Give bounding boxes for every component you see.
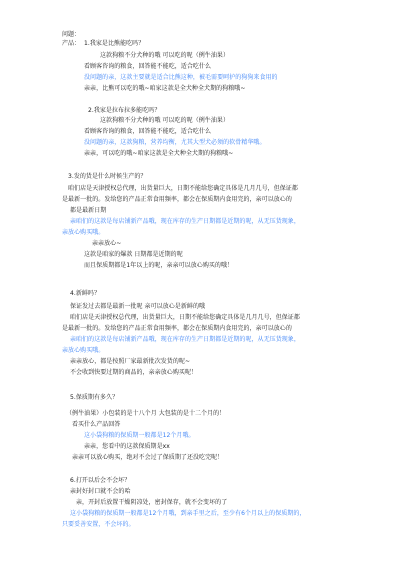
answer-line: 亲亲放心，都是按照厂家最新批次发货的呢~ <box>70 358 191 365</box>
answer-line: 都是最新日期 <box>70 207 107 214</box>
answer-line: 咱们店是天津授权总代理，出货量巨大，日期不能给您确定具体是几月几号，但保证都 <box>68 185 298 192</box>
answer-line-blue: 没问题的亲，这款狗粮，营养均衡，尤其大型犬必须的软骨精华哦。 <box>84 139 266 146</box>
answer-line: 是最新一批的。发给您的产品正常食用频率，都会在保质期内食用完的，亲可以放心的 <box>62 325 292 332</box>
question-6: 6.打开以后会不会坏？ <box>70 477 131 484</box>
answer-line-blue: 亲放心购买哦。 <box>62 347 105 354</box>
answer-line-blue: 这小袋狗粮的保质期一般都是12个月哦，到亲手里之后，至少有6个月以上的保质期的， <box>70 510 306 517</box>
answer-line: 亲封好封口就不会的哈 <box>70 488 131 495</box>
answer-line: （例牛油果）小包装的是十八个月 大包装的是十二个月的！ <box>66 410 226 417</box>
answer-line: 看买什么产品回答 <box>72 421 121 428</box>
answer-line: 保证发过去都是最新一批呢 亲可以放心是新鲜的哦 <box>70 303 206 310</box>
header-label: 问题： <box>62 31 81 38</box>
question-5: 5.保质期有多久？ <box>70 394 119 401</box>
question-2: 2.我家是拉布拉多能吃吗？ <box>88 107 161 114</box>
product-prefix: 产品： <box>62 40 81 47</box>
answer-line: 亲亲，比熊可以吃的哦~咱家这款是全犬种全犬期的狗粮哦~ <box>84 85 246 92</box>
answer-line: 这款狗粮不分犬种的哦 可以吃的呢（例牛油果） <box>100 117 230 124</box>
question-1: 1.我家是比熊能吃吗？ <box>84 40 145 47</box>
answer-line: 咱们店是天津授权总代理，出货量巨大，日期不能给您确定具体是几月几号，但保证都 <box>70 314 300 321</box>
question-3: 3.发的货是什么时候生产的？ <box>68 173 147 180</box>
answer-line: 亲亲，可以吃的哦~咱家这款是全犬种全犬期的狗粮哦~ <box>84 150 234 157</box>
answer-line: 看顾客咨询的粮食，回答能不能吃，适合吃什么 <box>84 128 212 135</box>
answer-line: 是最新一批的。发给您的产品正常食用频率，都会在保质期内食用完的，亲可以放心的 <box>62 196 292 203</box>
answer-line: 这款是咱家的爆款 日期都是近期的呢 <box>84 251 183 258</box>
answer-line: 看顾客咨询的粮食，回答能不能吃，适合吃什么 <box>84 63 212 70</box>
answer-line: 这款狗粮不分犬种的哦 可以吃的呢（例牛油果） <box>100 52 230 59</box>
answer-line-blue: 亲放心购买哦。 <box>62 229 105 236</box>
answer-line: 而且保质期都是1年以上的呢，亲亲可以放心购买的哦！ <box>84 262 234 269</box>
answer-line-blue: 亲咱们的这款是每店铺新产品哦，现在库存的生产日期都是近期的呢，从无压货现象， <box>70 336 300 343</box>
answer-line: 亲亲可以放心购买，绝对不会过了保质期了还没吃完呢！ <box>72 454 224 461</box>
question-4: 4.新鲜吗？ <box>70 290 101 297</box>
answer-line-blue: 这小袋狗粮的保质期一般都是12个月哦。 <box>84 432 195 439</box>
answer-line: 不会收到快要过期的商品的，亲亲放心购买呢！ <box>70 369 198 376</box>
answer-line: 亲亲，您看中的这款保质期是xx <box>84 443 170 450</box>
answer-line-blue: 亲咱们的这款是每店铺新产品哦，现在库存的生产日期都是近期的呢，从无压货现象， <box>70 218 300 225</box>
answer-line: 亲，开封后放置干燥阴凉处，密封保存，就不会变坏的了 <box>76 499 228 506</box>
answer-line: 亲亲放心~ <box>92 240 122 247</box>
answer-line-blue: 没问题的亲，这款主要就是适合比熊这种，被毛需要呵护的狗狗来食用的 <box>84 74 278 81</box>
answer-line-blue: 只要妥善安置，不会坏的。 <box>62 521 135 528</box>
